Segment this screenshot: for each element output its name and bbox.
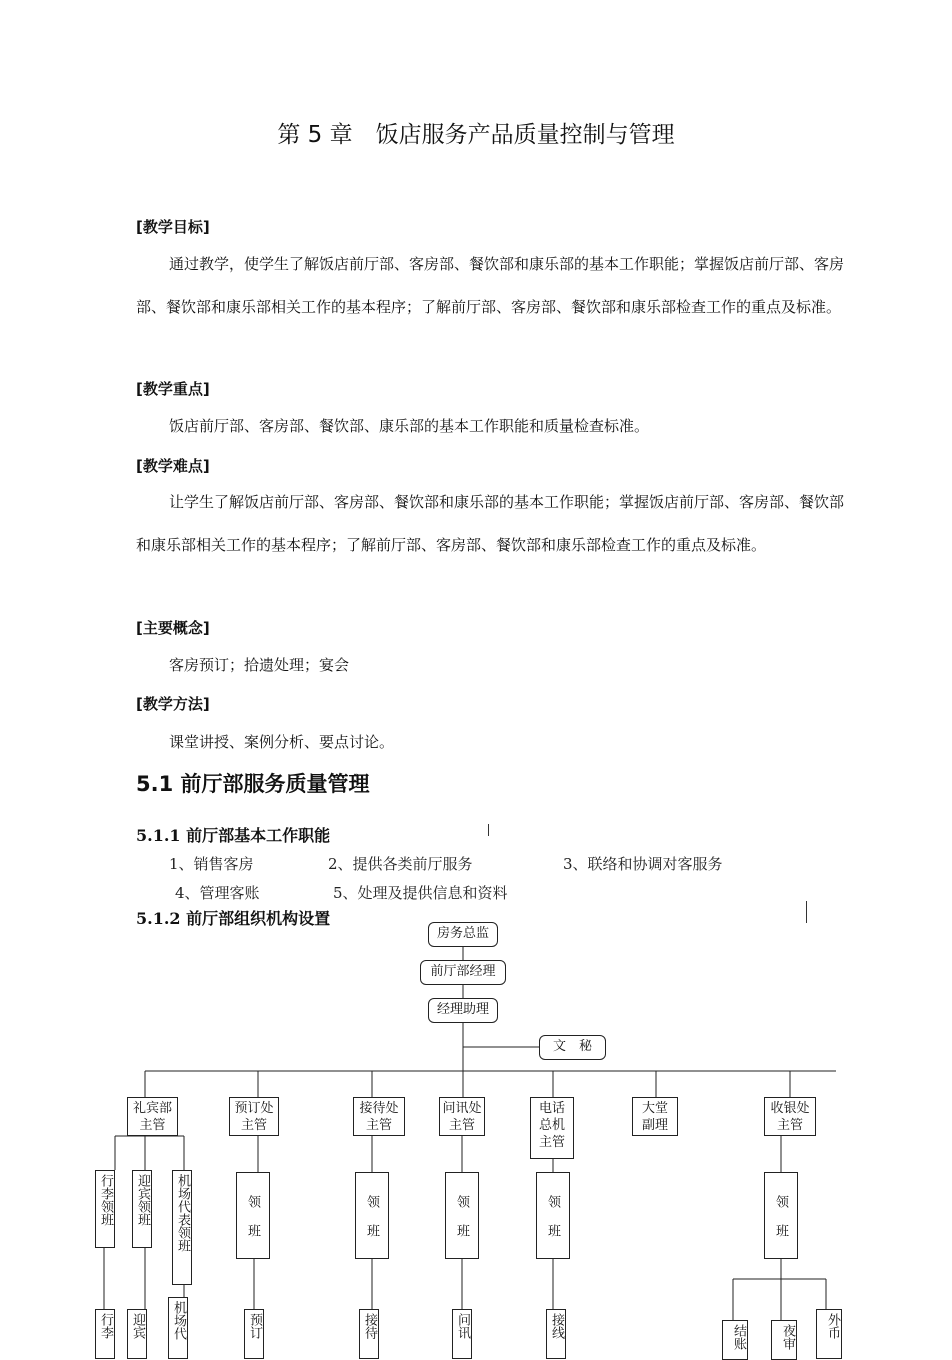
org-lobby-assistant-manager: 大堂副理 [632, 1097, 678, 1136]
org-director: 房务总监 [428, 922, 498, 947]
section-heading-5-1: 5.1 前厅部服务质量管理 [136, 772, 370, 796]
org-staff-night-audit: 夜审 [771, 1320, 797, 1360]
difficulty-heading: [教学难点] [136, 457, 210, 475]
org-bell-captain: 行李领班 [95, 1170, 115, 1248]
page-title: 第 5 章 饭店服务产品质量控制与管理 [277, 122, 675, 148]
section-heading-5-1-2: 5.1.2 前厅部组织机构设置 [136, 909, 331, 928]
org-airport-rep-captain: 机场代表领班 [172, 1170, 192, 1285]
org-supervisor-reception: 接待处主管 [353, 1097, 405, 1136]
focus-text: 饭店前厅部、客房部、餐饮部、康乐部的基本工作职能和质量检查标准。 [169, 417, 650, 435]
org-staff-foreign-currency: 外币 [816, 1309, 842, 1359]
org-assistant-manager: 经理助理 [428, 998, 498, 1023]
difficulty-text: 让学生了解饭店前厅部、客房部、餐饮部和康乐部的基本工作职能；掌握饭店前厅部、客房部、餐饮部和康乐部相关工作的基本程序；了解前厅部、客房部、餐饮部和康乐部检查工作的重点及标准。 [136, 493, 845, 554]
org-staff-airport: 机场代 [168, 1297, 188, 1359]
methods-heading: [教学方法] [136, 695, 210, 713]
function-item: 3、联络和协调对客服务 [563, 855, 723, 873]
org-staff-bell: 行李 [95, 1309, 115, 1359]
function-item: 1、销售客房 [169, 855, 254, 873]
org-supervisor-information: 问讯处主管 [439, 1097, 485, 1136]
org-supervisor-concierge: 礼宾部主管 [127, 1097, 178, 1136]
org-lead-reception: 领班 [355, 1172, 389, 1259]
org-greeter-captain: 迎宾领班 [132, 1170, 152, 1248]
section-heading-5-1-1: 5.1.1 前厅部基本工作职能 [136, 826, 331, 845]
org-supervisor-switchboard: 电话总机主管 [530, 1097, 574, 1159]
function-item: 2、提供各类前厅服务 [328, 855, 473, 873]
org-lead-reservations: 领班 [236, 1172, 270, 1259]
org-secretary: 文 秘 [539, 1035, 606, 1060]
org-front-office-manager: 前厅部经理 [420, 960, 506, 985]
org-supervisor-cashier: 收银处主管 [764, 1097, 816, 1136]
org-staff-checkout: 结账 [722, 1320, 748, 1360]
methods-text: 课堂讲授、案例分析、要点讨论。 [169, 733, 395, 751]
org-staff-operator: 接线 [546, 1309, 566, 1359]
org-supervisor-reservations: 预订处主管 [229, 1097, 279, 1136]
function-item: 4、管理客账 [175, 884, 260, 902]
function-item: 5、处理及提供信息和资料 [333, 884, 508, 902]
org-lead-information: 领班 [445, 1172, 479, 1259]
org-lead-switchboard: 领班 [536, 1172, 570, 1259]
objective-text: 通过教学，使学生了解饭店前厅部、客房部、餐饮部和康乐部的基本工作职能；掌握饭店前厅部、客房部、餐饮部和康乐部相关工作的基本程序；了解前厅部、客房部、餐饮部和康乐部检查工作的重点及标准。 [136, 255, 845, 316]
org-lead-cashier: 领班 [764, 1172, 798, 1259]
concepts-heading: [主要概念] [136, 619, 210, 637]
focus-heading: [教学重点] [136, 380, 210, 398]
objective-heading: [教学目标] [136, 218, 210, 236]
org-staff-greeter: 迎宾 [127, 1309, 147, 1359]
org-staff-information: 问讯 [452, 1309, 472, 1359]
org-staff-reservations: 预订 [244, 1309, 264, 1359]
concepts-text: 客房预订；拾遗处理；宴会 [169, 656, 350, 674]
org-staff-reception: 接待 [359, 1309, 379, 1359]
